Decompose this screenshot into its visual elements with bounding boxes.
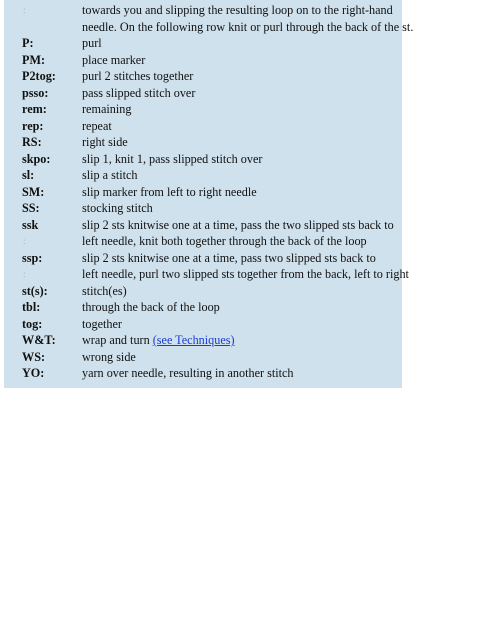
abbrev-definition bbox=[82, 167, 404, 184]
definition-line: slip 2 sts knitwise one at a time, pass the two slipped sts back to bbox=[82, 217, 394, 232]
definition-line: slip 1, knit 1, pass slipped stitch over bbox=[82, 151, 263, 166]
definition-line: stocking stitch bbox=[82, 201, 153, 215]
abbrev-definition bbox=[82, 217, 404, 250]
abbrev-definition bbox=[82, 35, 404, 52]
abbrev-definition bbox=[82, 250, 409, 283]
row-dot: : bbox=[23, 236, 26, 246]
abbrev-definition bbox=[82, 151, 404, 168]
abbrev-definition bbox=[82, 349, 404, 366]
abbrev-term: P: bbox=[22, 36, 34, 50]
abbrev-term: tbl: bbox=[22, 300, 41, 314]
abbrev-term: ssk bbox=[22, 217, 39, 232]
abbrev-definition bbox=[82, 134, 404, 151]
continuation-text bbox=[82, 2, 414, 35]
abbrev-term: SS: bbox=[22, 201, 40, 215]
definition-line: wrong side bbox=[82, 349, 136, 364]
abbrev-definition bbox=[82, 85, 404, 102]
definition-line: pass slipped stitch over bbox=[82, 85, 196, 100]
definition-line: slip 2 sts knitwise one at a time, pass two slipped sts back to bbox=[82, 250, 376, 265]
definition-line: stitch(es) bbox=[82, 283, 127, 298]
abbrev-definition bbox=[82, 332, 404, 349]
abbrev-definition bbox=[82, 200, 404, 217]
abbrev-term: rem: bbox=[22, 102, 47, 116]
definition-line: together bbox=[82, 316, 122, 331]
techniques-link[interactable]: (see Techniques) bbox=[152, 333, 235, 347]
definition-line: place marker bbox=[82, 52, 146, 67]
abbrev-term: sl: bbox=[22, 168, 35, 182]
definition-line: slip marker from left to right needle bbox=[82, 184, 257, 199]
abbrev-definition bbox=[82, 299, 404, 316]
abbrev-definition bbox=[82, 316, 404, 333]
definition-line: right side bbox=[82, 135, 128, 149]
abbrev-term: st(s): bbox=[22, 283, 48, 298]
definition-line bbox=[82, 332, 404, 349]
abbrev-definition bbox=[82, 52, 404, 69]
abbreviations-panel bbox=[4, 0, 414, 388]
abbrev-term: skpo: bbox=[22, 151, 51, 166]
definition-line: yarn over needle, resulting in another stitch bbox=[82, 366, 294, 380]
definition-line: left needle, knit both together through the back of the loop bbox=[82, 234, 367, 248]
abbrev-term: rep: bbox=[22, 118, 44, 133]
abbrev-term: P2tog: bbox=[22, 69, 56, 83]
continuation-line: needle. On the following row knit or purl through the back of the st. bbox=[82, 19, 414, 34]
definition-line: remaining bbox=[82, 102, 132, 116]
abbrev-term: psso: bbox=[22, 85, 49, 100]
abbrev-term: YO: bbox=[22, 366, 45, 380]
continuation-dot: : bbox=[23, 5, 26, 15]
continuation-line: towards you and slipping the resulting loop on to the right-hand bbox=[82, 3, 393, 17]
definition-line: purl 2 stitches together bbox=[82, 69, 194, 83]
abbrev-definition bbox=[82, 184, 404, 201]
abbrev-term: ssp: bbox=[22, 250, 43, 265]
definition-line: left needle, purl two slipped sts together from the back, left to right bbox=[82, 267, 409, 281]
abbrev-term: WS: bbox=[22, 349, 46, 364]
definition-line: purl bbox=[82, 36, 102, 50]
definition-line: through the back of the loop bbox=[82, 300, 220, 314]
abbrev-definition bbox=[82, 118, 404, 135]
abbrev-term: PM: bbox=[22, 52, 46, 67]
abbrev-term: SM: bbox=[22, 184, 45, 199]
abbrev-term: W&T: bbox=[22, 333, 56, 347]
definition-line: slip a stitch bbox=[82, 168, 138, 182]
abbrev-definition bbox=[82, 68, 404, 85]
abbrev-term: RS: bbox=[22, 135, 42, 149]
definition-line: repeat bbox=[82, 118, 112, 133]
row-dot: : bbox=[23, 269, 26, 279]
abbrev-definition bbox=[82, 365, 404, 382]
definition-text: wrap and turn bbox=[82, 333, 150, 347]
abbrev-definition bbox=[82, 283, 404, 300]
abbrev-term: tog: bbox=[22, 316, 43, 331]
abbrev-definition bbox=[82, 101, 404, 118]
